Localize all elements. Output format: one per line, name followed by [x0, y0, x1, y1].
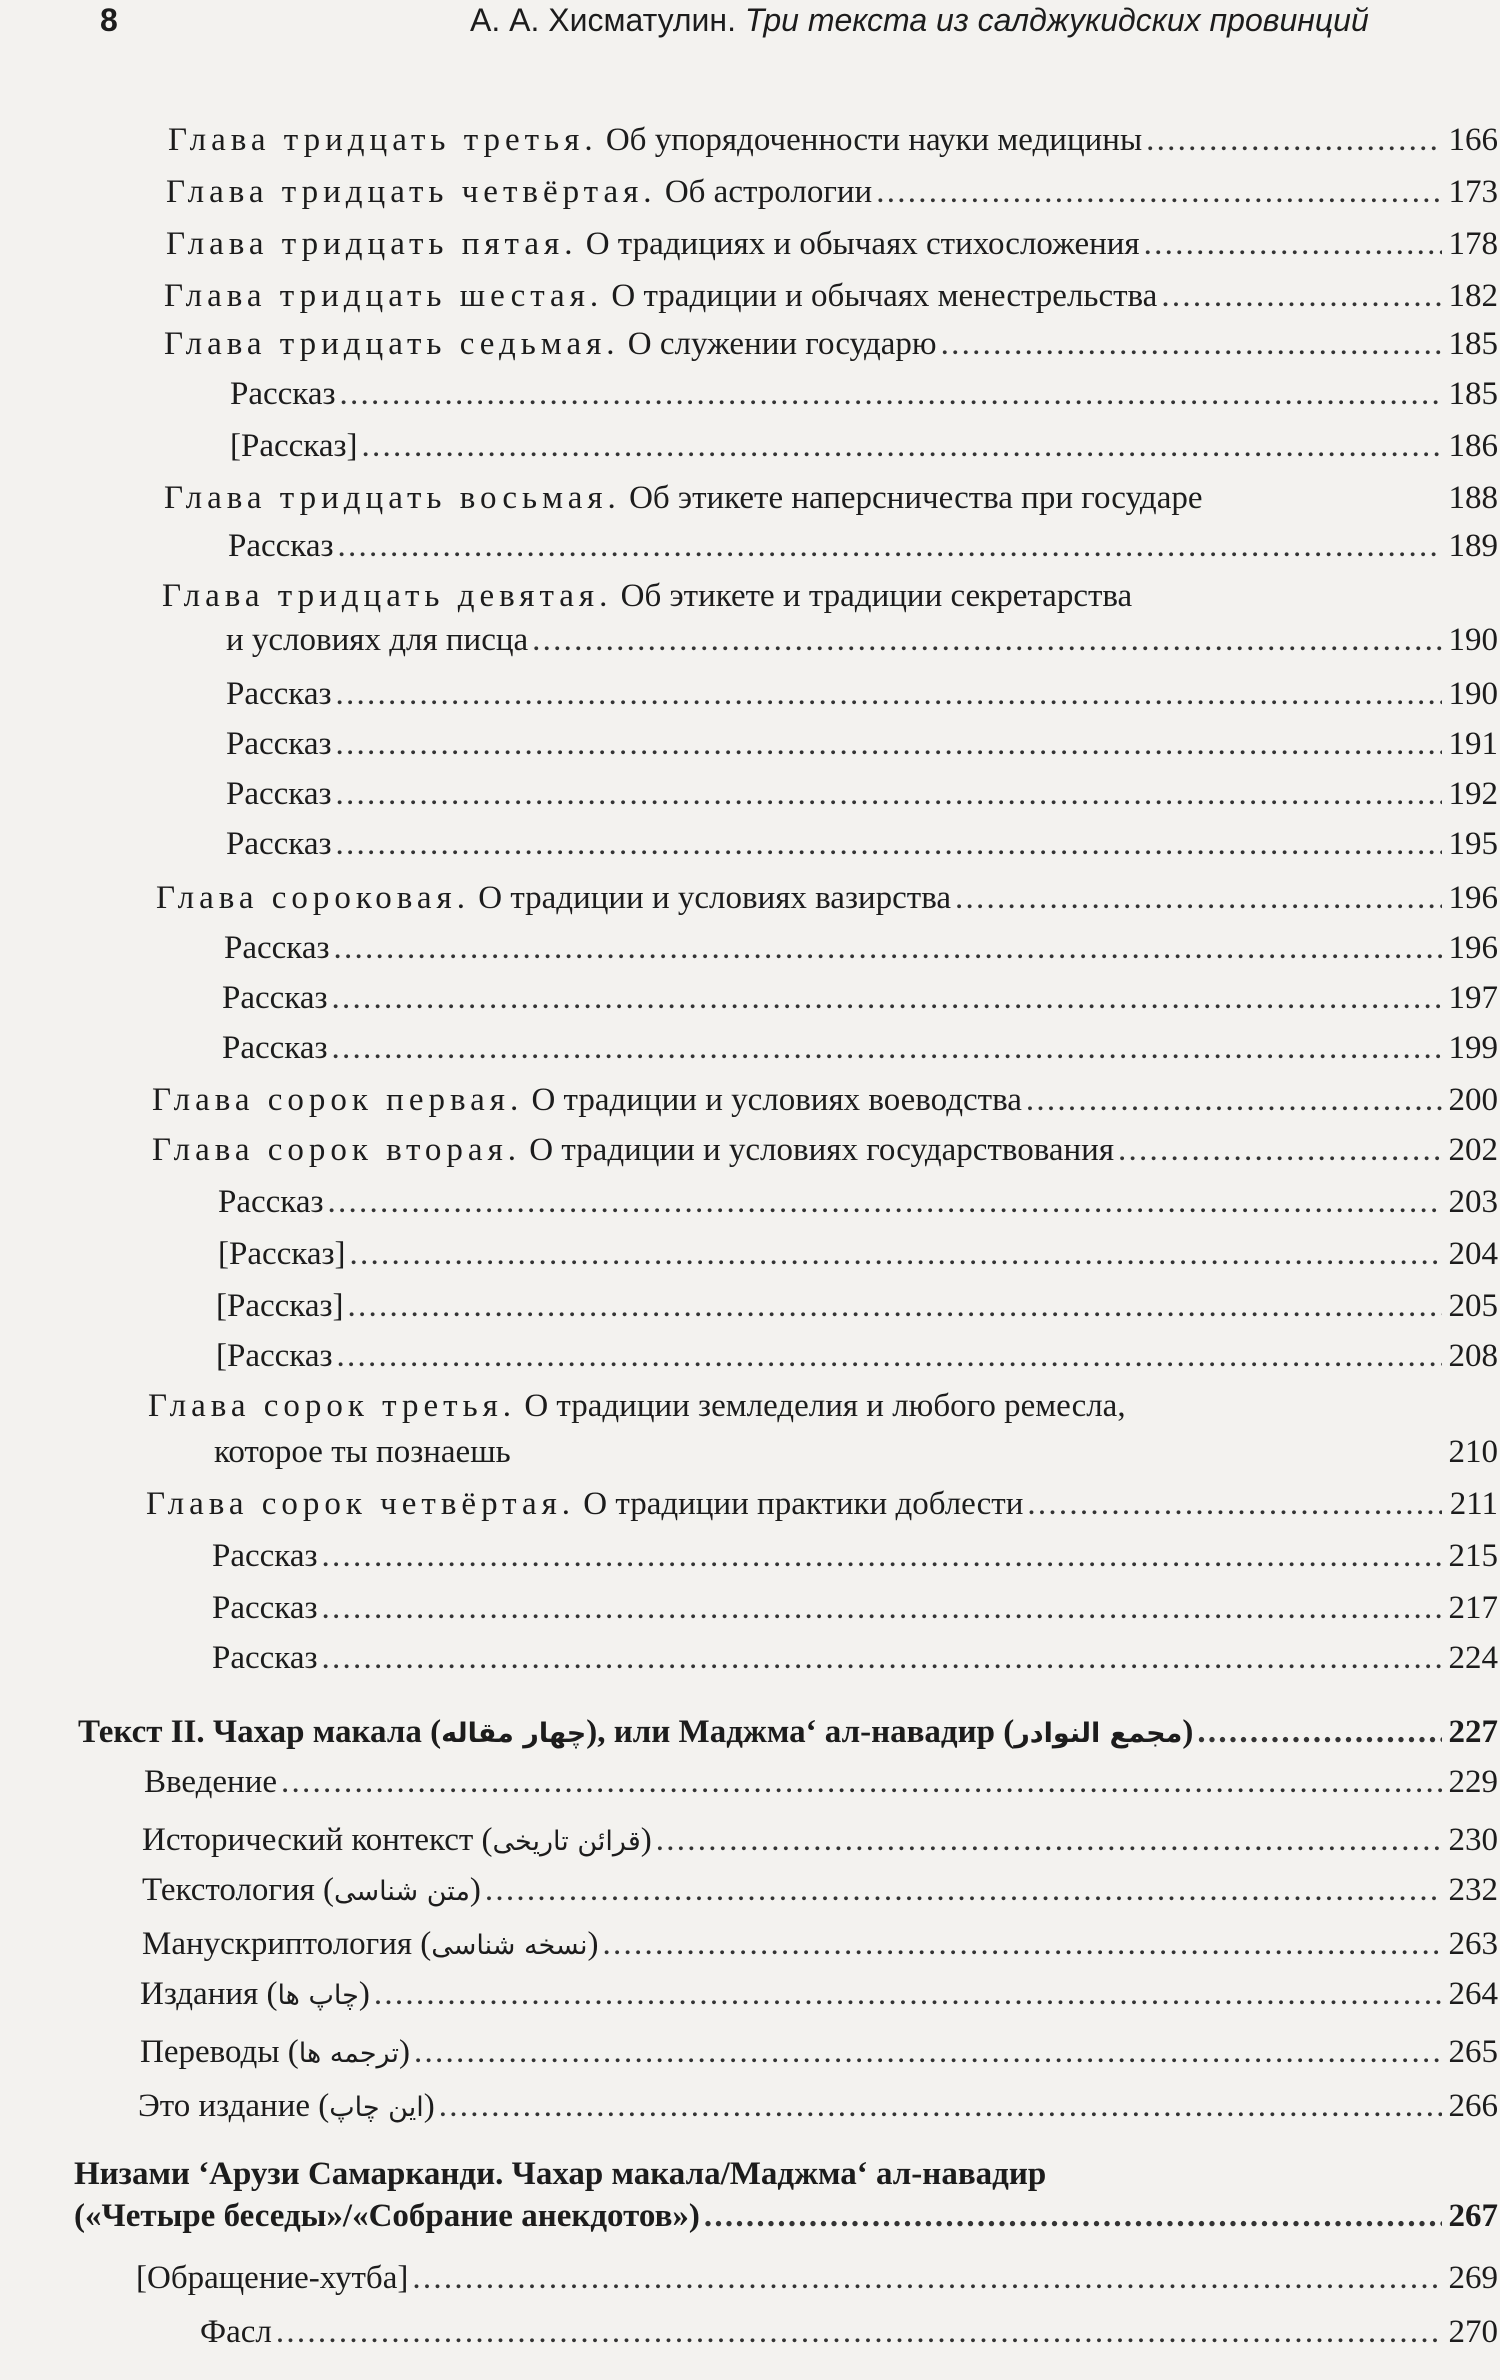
running-head-author: А. А. Хисматулин.	[470, 2, 736, 38]
toc-entry: Глава сорок вторая. О традиции и условиях государствования . . . 202	[152, 1128, 1498, 1172]
toc-entry: Глава сороковая. О традиции и условиях вазирства . . . 196	[156, 876, 1498, 920]
toc-entry: Рассказ . . . 189	[228, 524, 1498, 568]
toc-section-translation: Низами ‘Арузи Самарканди. Чахар макала/Маджма‘ ал-навадир	[74, 2156, 1047, 2192]
toc-entry: [Рассказ] . . . 204	[218, 1232, 1498, 1276]
toc-entry: Фасл . . . 270	[200, 2310, 1498, 2354]
toc-entry: Это издание (این چاپ) . . . 266	[138, 2084, 1498, 2128]
toc-entry: Глава сорок первая. О традиции и условиях воеводства . . . 200	[152, 1078, 1498, 1122]
toc-section-translation: («Четыре беседы»/«Собрание анекдотов») . . . 267	[74, 2194, 1498, 2238]
page-header	[0, 0, 1500, 90]
toc-entry: Манускриптология (نسخه شناسی) . . . 263	[142, 1922, 1498, 1966]
toc-entry: Рассказ . . . 195	[226, 822, 1498, 866]
toc-entry: Рассказ . . . 196	[224, 926, 1498, 970]
running-head	[470, 2, 1369, 39]
toc-entry: Рассказ . . . 185	[230, 372, 1498, 416]
toc-entry: Рассказ . . . 191	[226, 722, 1498, 766]
toc-entry: Исторический контекст (قرائن تاریخی) . . . 230	[142, 1818, 1498, 1862]
toc-entry: Глава тридцать девятая. Об этикете и традиции секретарства	[162, 578, 1133, 614]
toc-entry: Рассказ . . . 217	[212, 1586, 1498, 1630]
toc-entry: Рассказ . . . 224	[212, 1636, 1498, 1680]
toc-entry: Глава тридцать восьмая. Об этикете наперсничества при государе 188	[164, 480, 1498, 516]
page-number: 8	[100, 2, 118, 38]
toc-entry: Рассказ . . . 215	[212, 1534, 1498, 1578]
toc-entry: Рассказ . . . 197	[222, 976, 1498, 1020]
toc-entry: Рассказ . . . 199	[222, 1026, 1498, 1070]
running-head-title: Три текста из салджукидских провинций	[744, 2, 1369, 38]
toc-entry: Издания (چاپ ها) . . . 264	[140, 1972, 1498, 2016]
toc-entry: [Обращение-хутба] . . . 269	[136, 2256, 1498, 2300]
toc-entry: Глава сорок четвёртая. О традиции практики доблести . . . 211	[146, 1482, 1498, 1526]
toc-entry: Текстология (متن شناسی) . . . 232	[142, 1868, 1498, 1912]
toc-entry: Глава сорок третья. О традиции земледелия и любого ремесла,	[148, 1388, 1126, 1424]
toc-entry: Переводы (ترجمه ها) . . . 265	[140, 2030, 1498, 2074]
toc-entry: Рассказ . . . 203	[218, 1180, 1498, 1224]
toc-entry: [Рассказ . . . 208	[216, 1334, 1498, 1378]
toc-entry: Глава тридцать шестая. О традиции и обычаях менестрельства . . . 182	[164, 274, 1498, 318]
toc-entry: Введение . . . 229	[144, 1760, 1498, 1804]
toc-entry: Глава тридцать четвёртая. Об астрологии . . . 173	[166, 170, 1498, 214]
toc-entry: [Рассказ] . . . 205	[216, 1284, 1498, 1328]
toc-entry: [Рассказ] . . . 186	[230, 424, 1498, 468]
toc-entry: Глава тридцать третья. Об упорядоченности науки медицины . . . 166	[168, 118, 1498, 162]
toc-entry: Рассказ . . . 190	[226, 672, 1498, 716]
toc-entry: Глава тридцать пятая. О традициях и обычаях стихосложения . . . 178	[166, 222, 1498, 266]
toc-section-text2: Текст II. Чахар макала (چهار مقاله), или Маджма‘ ал-навадир (مجمع النوادر) . . . 227	[78, 1710, 1498, 1754]
toc-entry: и условиях для писца . . . 190	[226, 618, 1498, 662]
toc-entry: которое ты познаешь 210	[214, 1434, 1498, 1470]
toc-entry: Глава тридцать седьмая. О служении государю . . . 185	[164, 322, 1498, 366]
toc-entry: Рассказ . . . 192	[226, 772, 1498, 816]
